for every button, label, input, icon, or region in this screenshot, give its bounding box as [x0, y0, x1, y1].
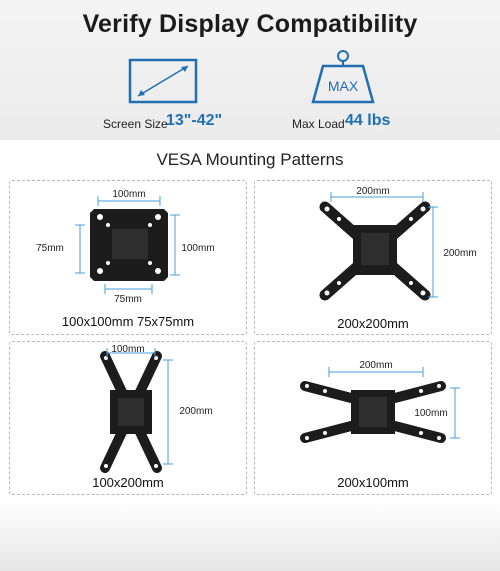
- dim-label: 200mm: [443, 248, 477, 259]
- bracket-100x100-diagram: [10, 181, 246, 334]
- vesa-panel-200x100: [254, 341, 492, 495]
- dim-label: 200mm: [179, 406, 213, 417]
- bracket-100x200-diagram: [10, 342, 246, 494]
- dim-label: 100mm: [112, 189, 146, 200]
- max-load-value: 44 lbs: [345, 112, 391, 129]
- weight-icon: [311, 48, 375, 106]
- vesa-panel-100x100: [9, 180, 247, 335]
- panel-caption: 200x200mm: [337, 316, 409, 331]
- panel-caption: 100x100mm 75x75mm: [61, 314, 195, 329]
- dim-label: 75mm: [114, 294, 142, 305]
- vesa-panel-200x200: [254, 180, 492, 335]
- max-badge-text: MAX: [327, 78, 359, 94]
- dim-label: 100mm: [414, 408, 448, 419]
- panel-caption: 200x100mm: [337, 475, 409, 490]
- dim-label: 100mm: [111, 344, 145, 355]
- dim-label: 100mm: [181, 243, 215, 254]
- dim-label: 200mm: [356, 186, 390, 197]
- screen-size-label: Screen Size: [103, 117, 168, 131]
- screen-size-value: 13"-42": [166, 112, 223, 129]
- bracket-200x100-diagram: [255, 342, 491, 494]
- vesa-section-title: VESA Mounting Patterns: [156, 150, 344, 169]
- dim-label: 75mm: [36, 243, 64, 254]
- panel-caption: 100x200mm: [92, 475, 164, 490]
- dim-label: 200mm: [359, 360, 393, 371]
- footer-gradient: [0, 500, 500, 571]
- bracket-200x200-diagram: [255, 181, 491, 334]
- screen-size-icon: [128, 58, 198, 106]
- vesa-panel-100x200: [9, 341, 247, 495]
- max-load-label: Max Load: [292, 117, 345, 131]
- page-title: Verify Display Compatibility: [82, 10, 418, 38]
